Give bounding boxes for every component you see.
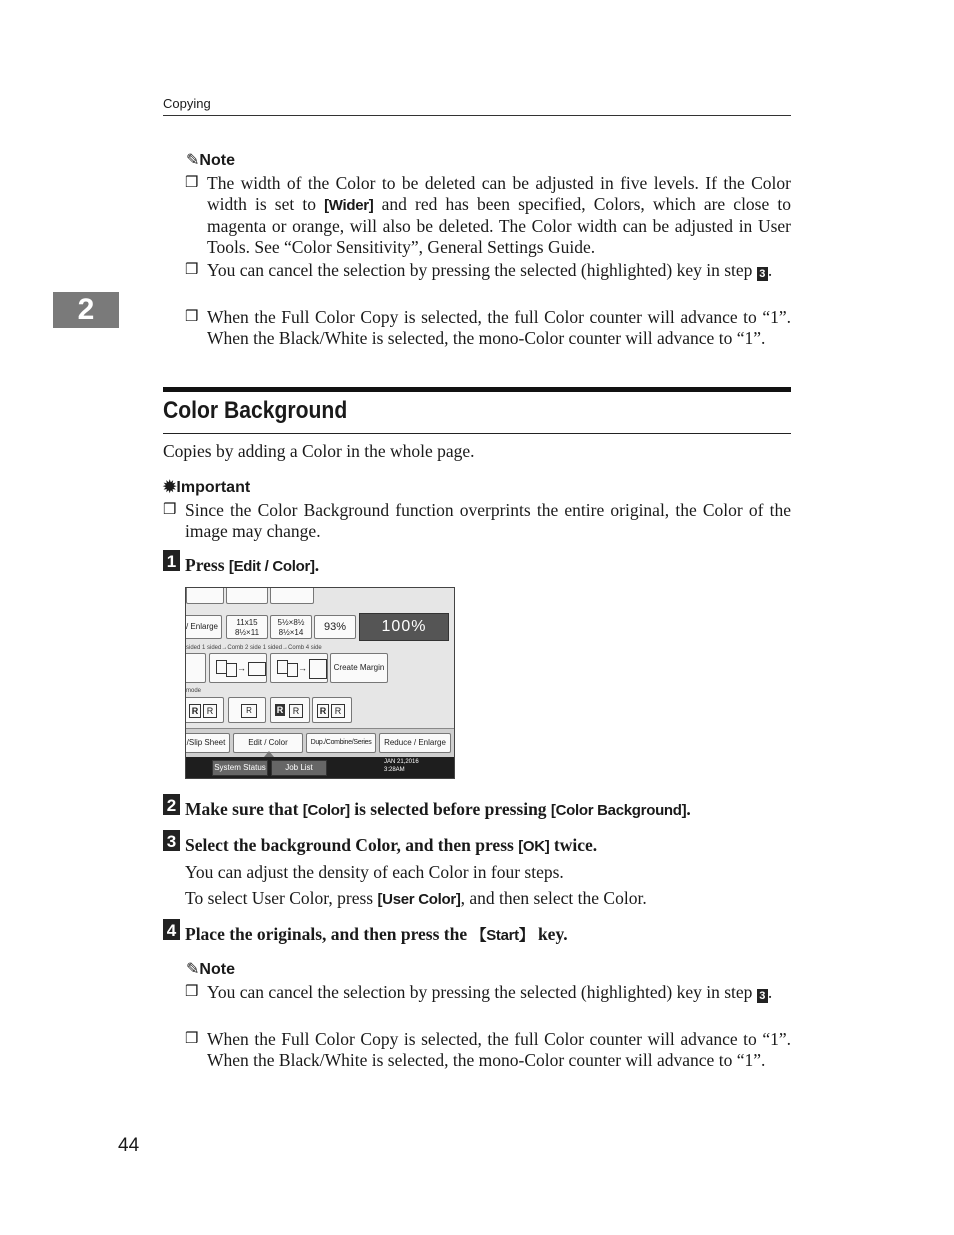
section-underline	[163, 433, 791, 434]
step-ref: 3	[757, 267, 768, 281]
important-heading: ✹Important	[163, 479, 251, 496]
checkbox-bullet-icon: ❒	[185, 1031, 199, 1047]
step-text: Press [Edit / Color].	[185, 555, 320, 575]
orientation-icon-button: R	[228, 697, 266, 723]
step-detail: You can adjust the density of each Color in four steps.	[185, 862, 564, 882]
checkbox-bullet-icon: ❒	[163, 502, 177, 518]
ratio-button: 5½×8½ 8½×14	[270, 615, 312, 639]
tab-edit-color: Edit / Color	[233, 733, 303, 753]
chapter-tab: 2	[53, 292, 119, 328]
step-number: 2	[163, 794, 180, 815]
note-item: ❒ The width of the Color to be deleted can be adjusted in five levels. If the Color width is set to [Wider] and red has been specified, Colors, which are close to magenta or orange, will also be deleted. The Color width can be adjusted in User Tools. See “Color Sensitivity”, General Settings Guide.	[185, 173, 791, 257]
enlarge-button: / Enlarge	[185, 615, 222, 639]
important-item: ❒ Since the Color Background function overprints the entire original, the Color of the image may change.	[163, 500, 791, 541]
tab-dup-combine-series: Dup./Combine/Series	[306, 733, 376, 753]
page-number: 44	[118, 1135, 140, 1156]
duplex-icon-button: →	[209, 653, 267, 683]
orientation-icon-button: R R	[312, 697, 352, 723]
panel-row-label: sided 1 sided→Comb 2 side 1 sided→Comb 4 side	[186, 645, 322, 651]
job-list-button: Job List	[271, 760, 327, 776]
step-number: 1	[163, 550, 180, 571]
control-panel-screenshot	[185, 587, 455, 779]
note-item: ❒ When the Full Color Copy is selected, the full Color counter will advance to “1”. When the Black/White is selected, the mono-Color counter will advance to “1”.	[185, 307, 791, 348]
step-number: 3	[163, 830, 180, 851]
orientation-icon-button: R R	[185, 697, 224, 723]
step-ref: 3	[757, 989, 768, 1003]
duplex-icon-button	[185, 653, 206, 683]
pencil-icon: ✎	[186, 961, 200, 978]
orientation-icon-button: R R	[270, 697, 310, 723]
duplex-icon-button: →	[270, 653, 328, 683]
create-margin-button: Create Margin	[330, 653, 388, 683]
pencil-icon: ✎	[186, 152, 200, 169]
date-time: JAN 21,2016 3:28AM	[384, 759, 419, 773]
tab-slip-sheet: /Slip Sheet	[185, 733, 230, 753]
checkbox-bullet-icon: ❒	[185, 262, 199, 278]
note-heading: ✎Note	[186, 961, 235, 978]
note-heading: ✎Note	[186, 152, 235, 169]
tab-reduce-enlarge: Reduce / Enlarge	[379, 733, 451, 753]
panel-button	[270, 587, 314, 604]
step-text: Place the originals, and then press the 【Start】 key.	[185, 924, 568, 944]
running-header: Copying	[163, 96, 211, 111]
system-status-button: System Status	[212, 760, 268, 776]
ratio-button: 11x15 8½×11	[226, 615, 268, 639]
checkbox-bullet-icon: ❒	[185, 175, 199, 191]
step-text: Make sure that [Color] is selected before pressing [Color Background].	[185, 799, 691, 819]
note-item: ❒ You can cancel the selection by pressing the selected (highlighted) key in step 3 .	[185, 982, 773, 1002]
step-detail: To select User Color, press [User Color], and then select the Color.	[185, 888, 647, 908]
section-intro: Copies by adding a Color in the whole page.	[163, 441, 475, 461]
important-icon: ✹	[163, 479, 177, 496]
checkbox-bullet-icon: ❒	[185, 309, 199, 325]
panel-button	[226, 587, 268, 604]
section-rule	[163, 387, 791, 392]
note-item: ❒ When the Full Color Copy is selected, the full Color counter will advance to “1”. When the Black/White is selected, the mono-Color counter will advance to “1”.	[185, 1029, 791, 1070]
note-item: ❒ You can cancel the selection by pressing the selected (highlighted) key in step 3 .	[185, 260, 773, 280]
panel-button	[186, 587, 224, 604]
header-rule	[163, 115, 791, 116]
panel-mode-label: mode	[186, 688, 202, 694]
step-text: Select the background Color, and then press [OK] twice.	[185, 835, 598, 855]
checkbox-bullet-icon: ❒	[185, 984, 199, 1000]
ratio-100-display: 100%	[359, 613, 449, 641]
step-number: 4	[163, 919, 180, 940]
section-title: Color Background	[163, 397, 348, 424]
ratio-93-button: 93%	[314, 615, 356, 639]
